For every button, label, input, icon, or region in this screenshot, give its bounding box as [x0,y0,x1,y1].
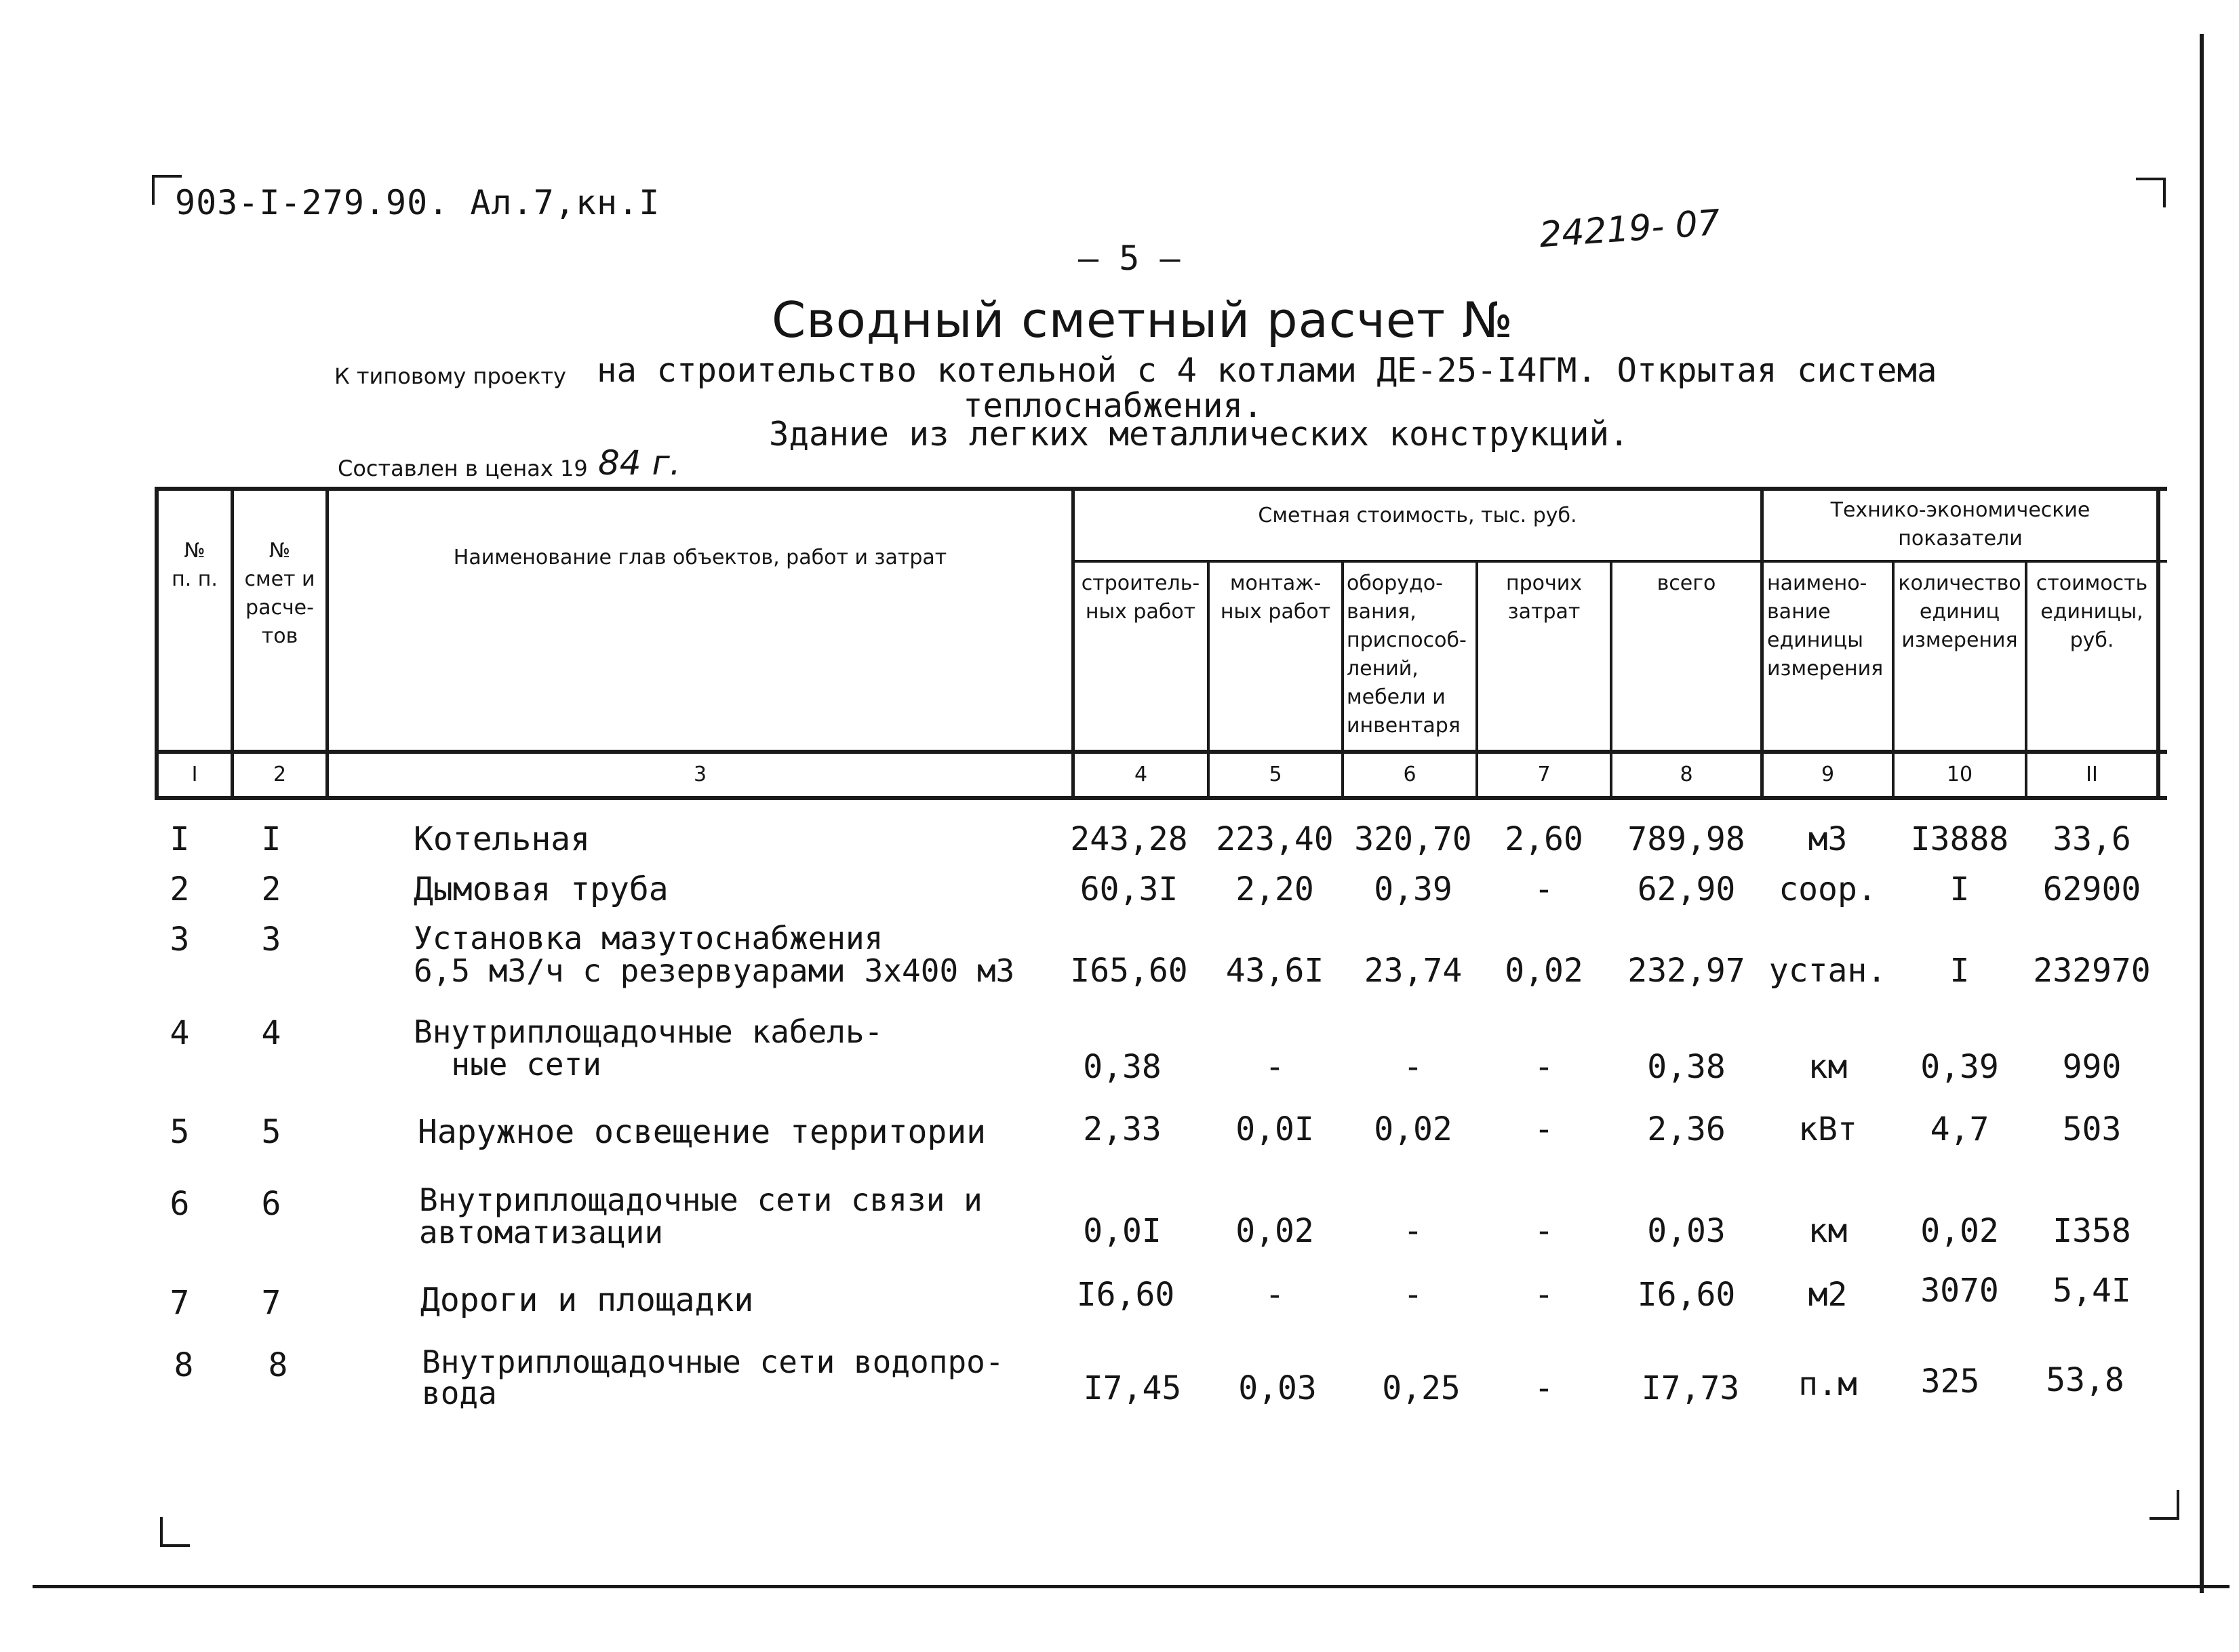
col-header-estimate: № смет и расче- тов [244,539,315,648]
row-name: Котельная [414,820,591,858]
page-number: — 5 — [1078,239,1181,278]
col-header-name: Наименование глав объектов, работ и затрат [453,546,947,569]
col-number: II [2086,763,2098,786]
corner-mark-bottom-left [160,1517,190,1547]
row-num: I [170,820,190,858]
row-equipment: 320,70 [1354,820,1472,858]
col-number: 3 [693,763,707,786]
row-estimate: 6 [261,1185,281,1223]
row-total: 2,36 [1647,1110,1726,1148]
row-unit-qty: 4,7 [1930,1110,1989,1148]
row-name: Внутриплощадочные сети водопро- вода [422,1344,1004,1411]
subtitle-label: К типовому проекту [334,363,566,389]
row-other: - [1534,1276,1554,1314]
row-installation: 43,6I [1225,952,1324,990]
row-name: Установка мазутоснабжения 6,5 м3/ч с резервуарами 3х400 м3 [414,920,1015,989]
row-equipment: - [1403,1276,1423,1314]
col-header-unit-qty: количество единиц измерения [1898,571,2021,652]
row-estimate: 2 [261,870,281,908]
row-other: - [1534,1048,1554,1086]
row-name: Дороги и площадки [420,1281,754,1319]
row-total: I7,73 [1641,1369,1740,1407]
row-equipment: 23,74 [1364,952,1463,990]
row-equipment: 0,02 [1374,1110,1452,1148]
row-construction: 0,38 [1083,1048,1162,1086]
col-header-equipment: оборудо- вания, приспособ- лений, мебели и инвентаря [1347,571,1467,738]
row-estimate: 8 [268,1346,288,1384]
row-construction: I65,60 [1070,952,1188,990]
page-edge-right [2200,34,2204,1593]
row-num: 4 [170,1014,190,1052]
col-number: 6 [1403,763,1416,786]
row-unit-qty: 3070 [1920,1272,1999,1310]
row-estimate: I [261,820,281,858]
row-total: 0,03 [1647,1212,1726,1250]
row-num: 8 [174,1346,194,1384]
row-other: - [1534,1212,1554,1250]
row-other: 0,02 [1505,952,1583,990]
row-construction: I7,45 [1083,1369,1182,1407]
row-unit-cost: 503 [2062,1110,2122,1148]
row-other: - [1534,1110,1554,1148]
row-unit-cost: 53,8 [2046,1361,2124,1399]
row-total: 0,38 [1647,1048,1726,1086]
row-other: - [1534,1369,1554,1407]
row-installation: - [1265,1048,1285,1086]
col-number: 8 [1680,763,1693,786]
row-unit-name: п.м [1798,1365,1857,1403]
row-name: Наружное освещение территории [418,1113,987,1151]
row-construction: I6,60 [1076,1276,1175,1314]
row-estimate: 4 [261,1014,281,1052]
col-header-construction: строитель- ных работ [1081,571,1200,624]
group-header-tech: Технико-экономические показатели [1830,498,2091,550]
col-header-unit-name: наимено- вание единицы измерения [1767,571,1884,681]
prices-label: Составлен в ценах 19 [338,456,588,481]
row-unit-cost: 232970 [2033,952,2151,990]
row-num: 5 [170,1113,190,1151]
row-unit-name: устан. [1768,952,1887,990]
row-unit-cost: 5,4I [2053,1272,2131,1310]
group-header-cost: Сметная стоимость, тыс. руб. [1258,504,1577,527]
col-header-installation: монтаж- ных работ [1220,571,1331,624]
col-number: 5 [1269,763,1282,786]
row-equipment: - [1403,1212,1423,1250]
row-installation: - [1265,1276,1285,1314]
row-total: I6,60 [1637,1276,1736,1314]
row-num: 6 [170,1185,190,1223]
subtitle-line-3: Здание из легких металлических конструкций. [769,415,1629,454]
col-number: 4 [1134,763,1148,786]
row-other: - [1534,870,1554,908]
subtitle-line-2: теплоснабжения. [963,386,1263,425]
row-unit-qty: 325 [1920,1363,1980,1401]
handwritten-number: 24219- 07 [1538,202,1722,256]
row-unit-qty: I3888 [1910,820,2009,858]
row-unit-qty: 0,39 [1920,1048,1999,1086]
prices-year: 84 г. [598,443,681,483]
document-code: 903-I-279.90. Ал.7,кн.I [175,183,660,222]
col-number: I [191,763,198,786]
col-number: 2 [273,763,287,786]
row-equipment: 0,39 [1374,870,1452,908]
col-number: 10 [1946,763,1973,786]
row-total: 62,90 [1637,870,1736,908]
row-construction: 2,33 [1083,1110,1162,1148]
row-construction: 60,3I [1079,870,1178,908]
row-num: 7 [170,1284,190,1322]
row-construction: 0,0I [1083,1212,1162,1250]
row-num: 3 [170,921,190,959]
row-installation: 0,0I [1235,1110,1314,1148]
row-equipment: - [1403,1048,1423,1086]
row-installation: 0,02 [1235,1212,1314,1250]
row-unit-name: соор. [1779,870,1877,908]
row-name: Внутриплощадочные сети связи и автоматизации [419,1182,983,1251]
row-total: 789,98 [1627,820,1745,858]
col-header-num: № п. п. [172,539,218,591]
row-other: 2,60 [1505,820,1583,858]
col-header-unit-cost: стоимость единицы, руб. [2036,571,2148,652]
col-number: 7 [1537,763,1551,786]
row-unit-cost: 33,6 [2053,820,2131,858]
row-unit-name: м3 [1808,820,1848,858]
row-construction: 243,28 [1070,820,1188,858]
row-unit-name: м2 [1808,1276,1848,1314]
subtitle-line-1: на строительство котельной с 4 котлами ДЕ-25-I4ГМ. Открытая система [597,351,1937,390]
row-installation: 0,03 [1238,1369,1317,1407]
row-unit-name: км [1808,1212,1848,1250]
col-number: 9 [1821,763,1835,786]
row-installation: 2,20 [1235,870,1314,908]
row-unit-name: км [1808,1048,1848,1086]
row-unit-cost: I358 [2053,1212,2131,1250]
row-equipment: 0,25 [1382,1369,1461,1407]
corner-mark-top-right [2136,178,2166,207]
row-unit-qty: I [1949,952,1970,990]
row-unit-qty: 0,02 [1920,1212,1999,1250]
page-edge-bottom [33,1585,2230,1588]
corner-mark-bottom-right [2149,1490,2179,1520]
row-unit-qty: I [1949,870,1970,908]
row-name: Внутриплощадочные кабель- ные сети [414,1013,884,1083]
row-total: 232,97 [1627,952,1745,990]
row-installation: 223,40 [1216,820,1334,858]
row-unit-cost: 62900 [2042,870,2141,908]
row-estimate: 3 [261,921,281,959]
row-unit-name: кВт [1798,1110,1857,1148]
row-name: Дымовая труба [414,870,669,908]
page-title: Сводный сметный расчет № [772,291,1513,348]
row-num: 2 [170,870,190,908]
row-unit-cost: 990 [2062,1048,2122,1086]
row-estimate: 7 [261,1284,281,1322]
col-header-total: всего [1657,571,1716,595]
col-header-other: прочих затрат [1506,571,1582,624]
row-estimate: 5 [261,1113,281,1151]
